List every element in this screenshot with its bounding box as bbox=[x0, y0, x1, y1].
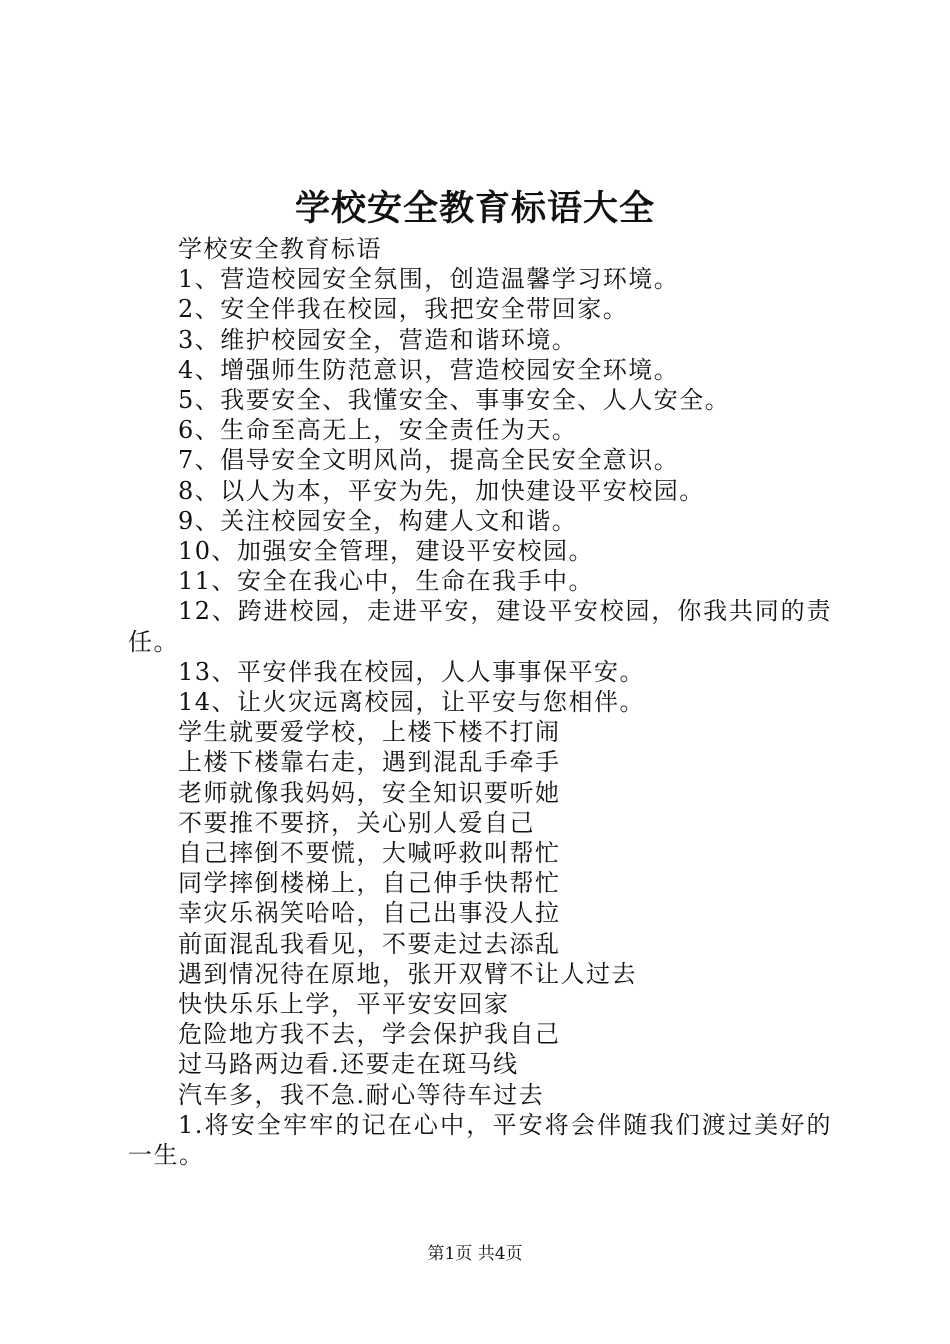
rhyme-line: 危险地方我不去，学会保护我自己 bbox=[178, 1020, 561, 1049]
slogan-item-4: 4、增强师生防范意识，营造校园安全环境。 bbox=[178, 355, 680, 384]
rhyme-line: 自己摔倒不要慌，大喊呼救叫帮忙 bbox=[178, 839, 561, 868]
rhyme-line: 前面混乱我看见，不要走过去添乱 bbox=[178, 929, 561, 958]
slogan-item-13: 13、平安伴我在校园，人人事事保平安。 bbox=[178, 657, 646, 686]
page-title: 学校安全教育标语大全 bbox=[294, 188, 655, 229]
slogan-item-3: 3、维护校园安全，营造和谐环境。 bbox=[178, 325, 578, 354]
slogan-item-6: 6、生命至高无上，安全责任为天。 bbox=[178, 416, 578, 445]
slogan-item-12: 12、跨进校园，走进平安，建设平安校园，你我共同的责任。 bbox=[128, 597, 832, 656]
closing-paragraph: 1.将安全牢牢的记在心中，平安将会伴随我们渡过美好的一生。 bbox=[128, 1110, 832, 1170]
rhyme-line: 学生就要爱学校，上楼下楼不打闹 bbox=[178, 718, 561, 747]
slogan-item-5: 5、我要安全、我懂安全、事事安全、人人安全。 bbox=[178, 386, 731, 415]
slogan-item-1: 1、营造校园安全氛围，创造温馨学习环境。 bbox=[178, 265, 680, 294]
rhyme-line: 汽车多，我不急.耐心等待车过去 bbox=[178, 1080, 545, 1109]
slogan-item-2: 2、安全伴我在校园，我把安全带回家。 bbox=[178, 295, 629, 324]
rhyme-line: 遇到情况待在原地，张开双臂不让人过去 bbox=[178, 959, 637, 988]
rhyme-line: 幸灾乐祸笑哈哈，自己出事没人拉 bbox=[178, 899, 561, 928]
rhyme-line: 快快乐乐上学，平平安安回家 bbox=[178, 990, 510, 1019]
rhyme-line: 老师就像我妈妈，安全知识要听她 bbox=[178, 778, 561, 807]
rhyme-line: 同学摔倒楼梯上，自己伸手快帮忙 bbox=[178, 869, 561, 898]
rhyme-line: 上楼下楼靠右走，遇到混乱手牵手 bbox=[178, 748, 561, 777]
slogan-item-8: 8、以人为本，平安为先，加快建设平安校园。 bbox=[178, 476, 705, 505]
slogan-item-11: 11、安全在我心中，生命在我手中。 bbox=[178, 567, 595, 596]
page-footer: 第1页 共4页 bbox=[427, 1244, 523, 1264]
slogan-item-10: 10、加强安全管理，建设平安校园。 bbox=[178, 537, 595, 566]
slogan-item-14: 14、让火灾远离校园，让平安与您相伴。 bbox=[178, 688, 646, 717]
slogan-item-9: 9、关注校园安全，构建人文和谐。 bbox=[178, 506, 578, 535]
document-body bbox=[128, 234, 832, 1170]
rhyme-line: 过马路两边看.还要走在斑马线 bbox=[178, 1050, 519, 1079]
slogan-item-7: 7、倡导安全文明风尚，提高全民安全意识。 bbox=[178, 446, 680, 475]
paragraph-heading: 学校安全教育标语 bbox=[178, 235, 382, 263]
rhyme-line: 不要推不要挤，关心别人爱自己 bbox=[178, 808, 535, 837]
